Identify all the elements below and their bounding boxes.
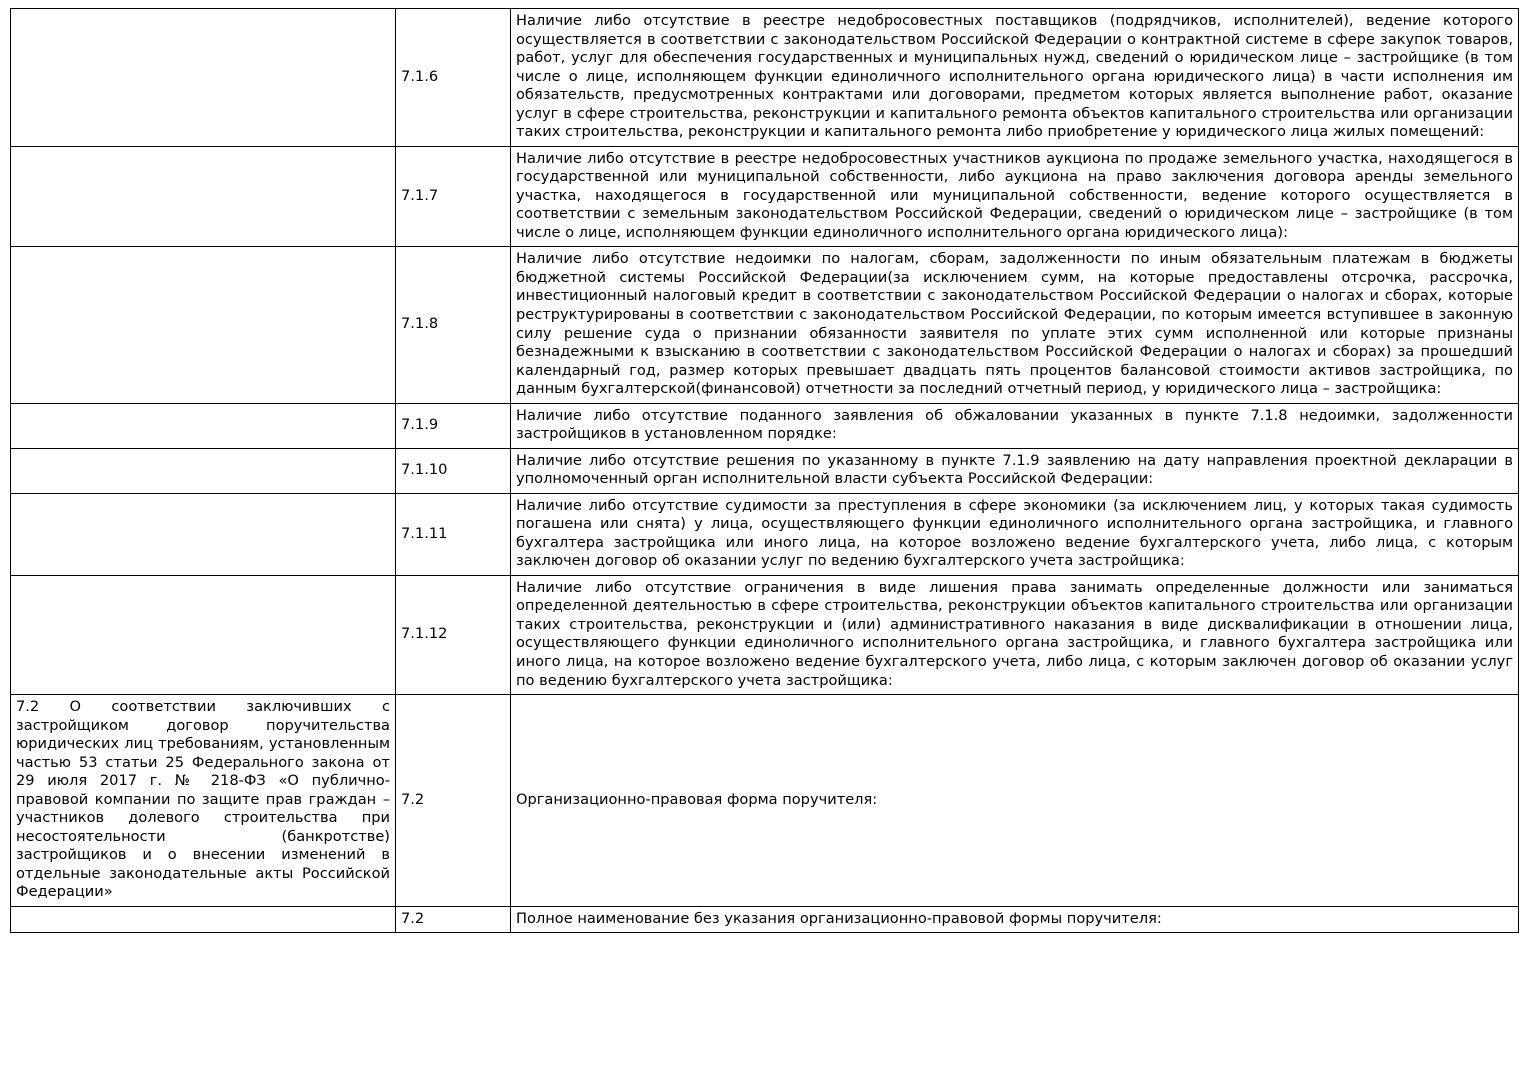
table-row — [11, 575, 1519, 694]
table-row — [11, 403, 1519, 448]
table-row — [11, 695, 1519, 907]
table-row — [11, 906, 1519, 933]
row-text: Наличие либо отсутствие поданного заявления об обжаловании указанных в пункте 7.1.8 недоимки, задолженности застройщиков в установленном порядке: — [511, 403, 1519, 448]
row-number: 7.1.12 — [396, 575, 511, 694]
row-section-label — [11, 9, 396, 147]
row-number: 7.1.9 — [396, 403, 511, 448]
declaration-table — [10, 8, 1519, 933]
row-text: Наличие либо отсутствие в реестре недобросовестных участников аукциона по продаже земельного участка, находящегося в государственной или муниципальной собственности, либо аукциона на право заключения договора аренды земельного участка, находящегося в государственной или муниципальной собственности, ведение которого осуществляется в соответствии с земельным законодательством Российской Федерации, сведений о юридическом лице – застройщике (в том числе о лице, исполняющем функции единоличного исполнительного органа юридического лица): — [511, 146, 1519, 247]
row-section-label — [11, 146, 396, 247]
row-section-label — [11, 448, 396, 493]
table-row — [11, 9, 1519, 147]
row-section-label — [11, 247, 396, 403]
row-text: Полное наименование без указания организационно-правовой формы поручителя: — [511, 906, 1519, 933]
row-text: Организационно-правовая форма поручителя: — [511, 695, 1519, 907]
row-text: Наличие либо отсутствие решения по указанному в пункте 7.1.9 заявлению на дату направления проектной декларации в уполномоченный орган исполнительной власти субъекта Российской Федерации: — [511, 448, 1519, 493]
row-text: Наличие либо отсутствие судимости за преступления в сфере экономики (за исключением лиц, у которых такая судимость погашена или снята) у лица, осуществляющего функции единоличного исполнительного органа застройщика, и главного бухгалтера застройщика или иного лица, на которое возложено ведение бухгалтерского учета, либо лица, с которым заключен договор об оказании услуг по ведению бухгалтерского учета застройщика: — [511, 493, 1519, 575]
table-row — [11, 448, 1519, 493]
table-body — [11, 9, 1519, 933]
row-text: Наличие либо отсутствие в реестре недобросовестных поставщиков (подрядчиков, исполнителей), ведение которого осуществляется в соответствии с законодательством Российской Федерации о контрактной системе в сфере закупок товаров, работ, услуг для обеспечения государственных и муниципальных нужд, сведений о юридическом лице – застройщике (в том числе о лице, исполняющем функции единоличного исполнительного органа юридического лица) в части исполнения им обязательств, предусмотренных контрактами или договорами, предметом которых является выполнение работ, оказание услуг в сфере строительства, реконструкции и капитального ремонта объектов капитального строительства или организации таких строительства, реконструкции и капитального ремонта либо приобретение у юридического лица жилых помещений: — [511, 9, 1519, 147]
row-text: Наличие либо отсутствие ограничения в виде лишения права занимать определенные должности или заниматься определенной деятельностью в сфере строительства, реконструкции объектов капитального строительства или организации таких строительства, реконструкции и (или) административного наказания в виде дисквалификации в отношении лица, осуществляющего функции единоличного исполнительного органа застройщика, и главного бухгалтера застройщика или иного лица, на которое возложено ведение бухгалтерского учета, либо лица, с которым заключен договор об оказании услуг по ведению бухгалтерского учета застройщика: — [511, 575, 1519, 694]
row-section-label — [11, 493, 396, 575]
row-section-label — [11, 906, 396, 933]
row-number: 7.2 — [396, 906, 511, 933]
row-number: 7.2 — [396, 695, 511, 907]
row-number: 7.1.8 — [396, 247, 511, 403]
row-number: 7.1.6 — [396, 9, 511, 147]
row-number: 7.1.11 — [396, 493, 511, 575]
row-section-label — [11, 575, 396, 694]
table-row — [11, 493, 1519, 575]
row-number: 7.1.7 — [396, 146, 511, 247]
row-section-label: 7.2 О соответствии заключивших с застройщиком договор поручительства юридических лиц требованиям, установленным частью 53 статьи 25 Федерального закона от 29 июля 2017 г. № 218-ФЗ «О публично-правовой компании по защите прав граждан – участников долевого строительства при несостоятельности (банкротстве) застройщиков и о внесении изменений в отдельные законодательные акты Российской Федерации» — [11, 695, 396, 907]
table-row — [11, 247, 1519, 403]
row-section-label — [11, 403, 396, 448]
row-number: 7.1.10 — [396, 448, 511, 493]
table-row — [11, 146, 1519, 247]
row-text: Наличие либо отсутствие недоимки по налогам, сборам, задолженности по иным обязательным платежам в бюджеты бюджетной системы Российской Федерации(за исключением сумм, на которые предоставлены отсрочка, рассрочка, инвестиционный налоговый кредит в соответствии с законодательством Российской Федерации о налогах и сборах, которые реструктурированы в соответствии с законодательством Российской Федерации, по которым имеется вступившее в законную силу решение суда о признании обязанности заявителя по уплате этих сумм исполненной или которые признаны безнадежными к взысканию в соответствии с законодательством Российской Федерации о налогах и сборах) за прошедший календарный год, размер которых превышает двадцать пять процентов балансовой стоимости активов застройщика, по данным бухгалтерской(финансовой) отчетности за последний отчетный период, у юридического лица – застройщика: — [511, 247, 1519, 403]
